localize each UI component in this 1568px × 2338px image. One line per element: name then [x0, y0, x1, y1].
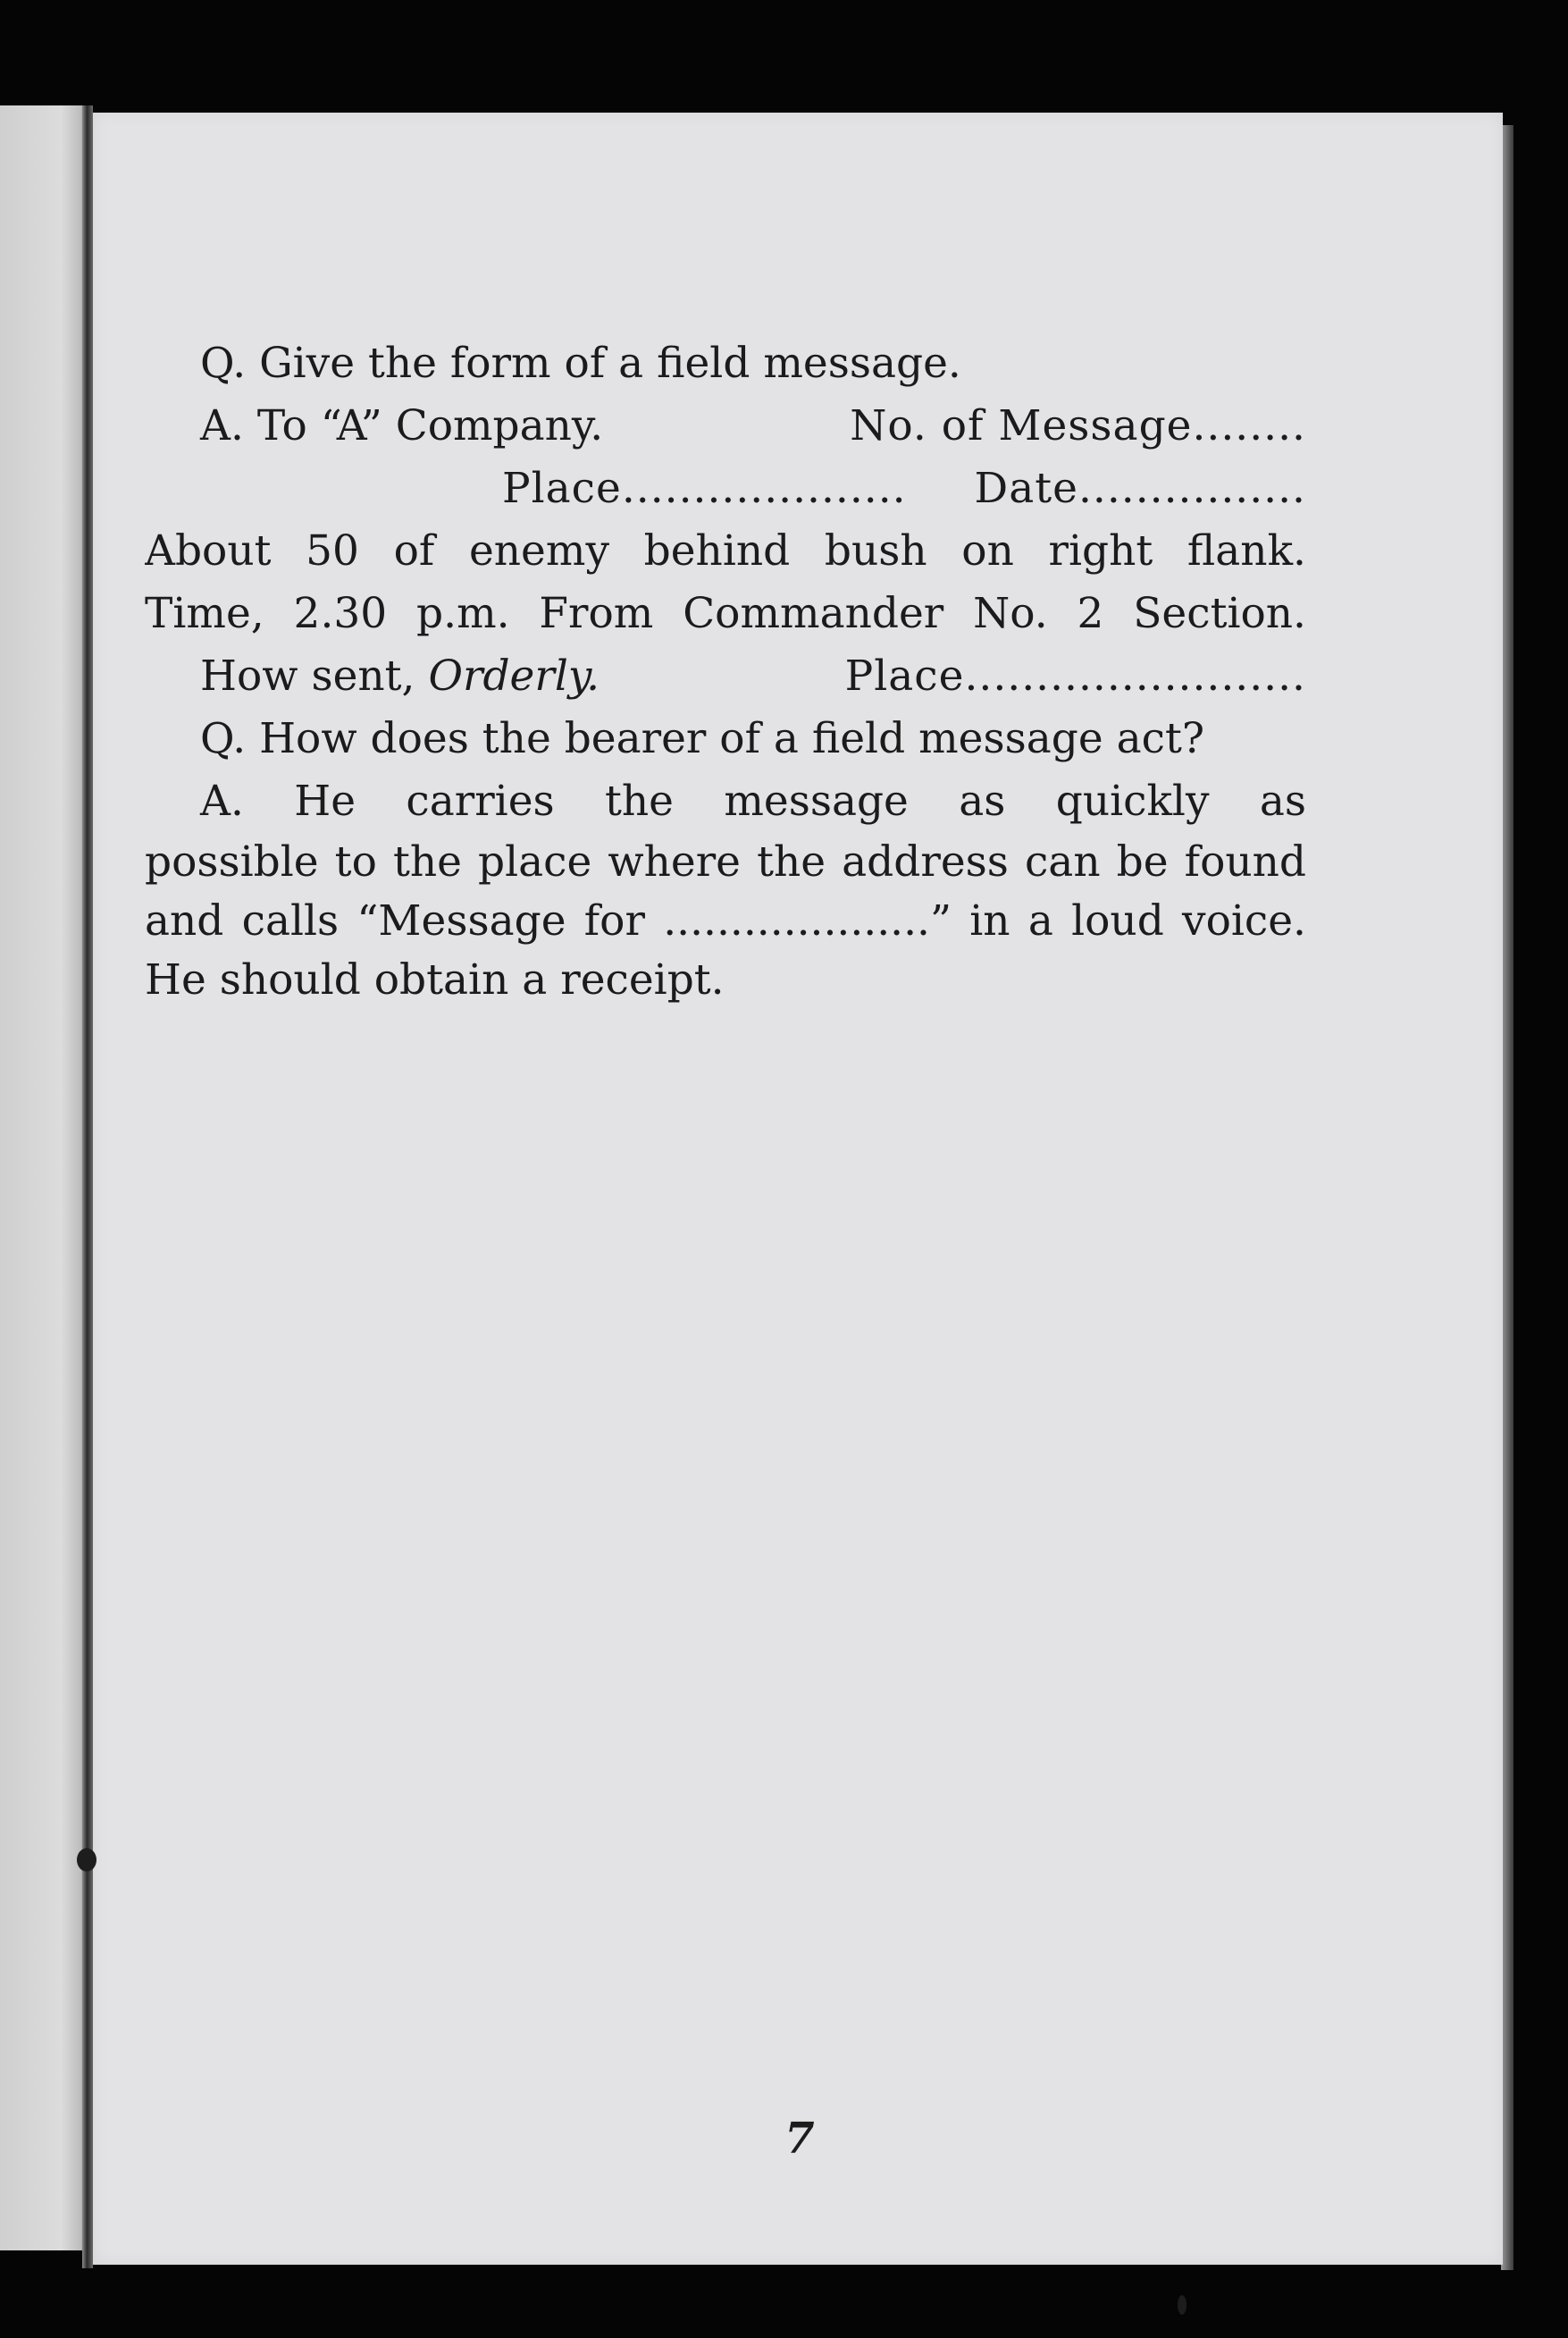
- place-field-2: Place........................: [844, 652, 1306, 701]
- how-sent: [200, 645, 600, 708]
- answer-to-company: A. To “A” Company.: [200, 401, 604, 450]
- how-sent-line: [145, 645, 1306, 708]
- place-field: Place....................: [502, 464, 907, 513]
- book-spine: [82, 105, 93, 2268]
- enemy-report-line: About 50 of enemy behind bush on right flank.: [145, 526, 1306, 576]
- ink-blot: [77, 1848, 96, 1871]
- question-field-message-form: Q. Give the form of a field message.: [200, 339, 961, 388]
- question-bearer-act: Q. How does the bearer of a field message act?: [200, 714, 1205, 763]
- page-number: 7: [784, 2114, 815, 2164]
- page-text: [145, 332, 1306, 1010]
- time-from-line: Time, 2.30 p.m. From Commander No. 2 Section.: [145, 589, 1306, 638]
- how-sent-value: Orderly.: [428, 652, 600, 701]
- place-date-line: [145, 458, 1306, 520]
- how-sent-label: How sent,: [200, 652, 415, 701]
- answer-bearer-line-1: A. He carries the message as quickly as: [200, 777, 1306, 826]
- facing-page-edge: [0, 105, 88, 2250]
- answer-bearer-rest: possible to the place where the address can be found and calls “Message for ....................” in a loud voice. He should obtain a receipt.: [145, 837, 1306, 1005]
- message-number-field: No. of Message........: [850, 401, 1306, 450]
- date-field: Date................: [974, 464, 1306, 513]
- ink-speck: [1178, 2295, 1186, 2315]
- page-edge-shadow: [1501, 125, 1513, 2270]
- answer-to-company-line: [145, 395, 1306, 458]
